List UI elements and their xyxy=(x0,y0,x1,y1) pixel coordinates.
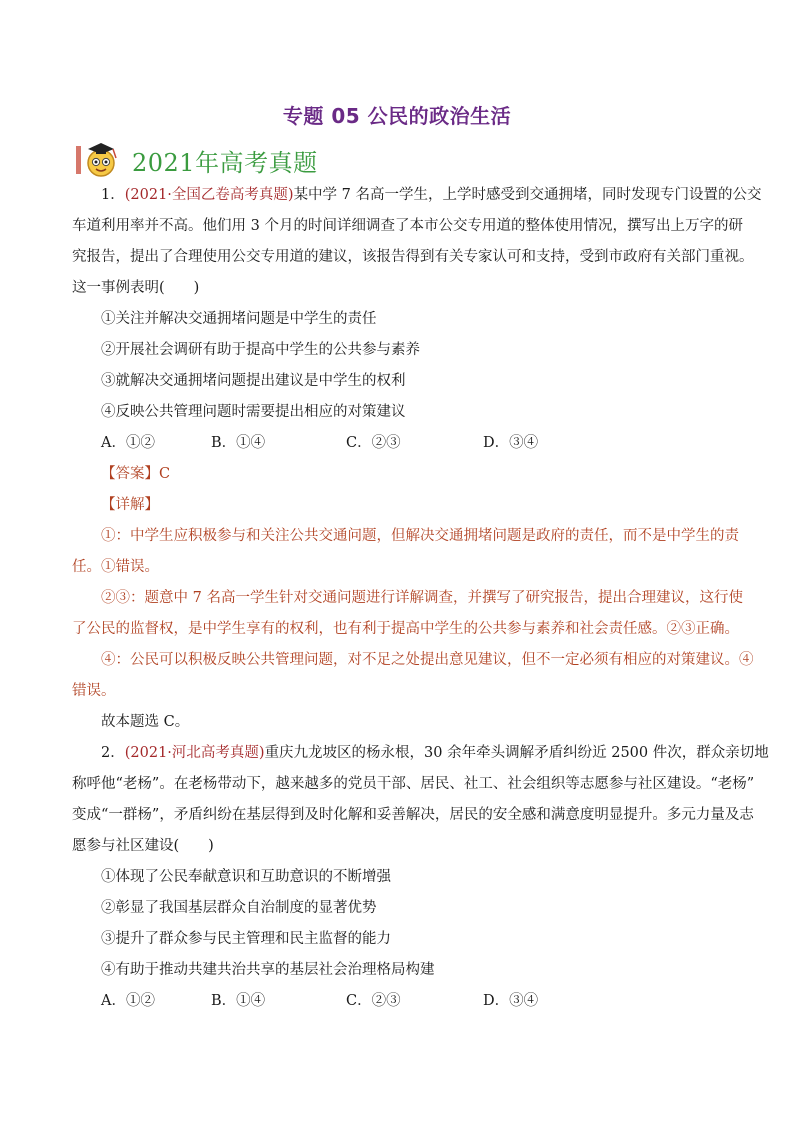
q1-option-a: A．①② xyxy=(101,435,155,451)
answer-label: 【答案】 xyxy=(101,466,159,482)
q2-option-b: B．①④ xyxy=(211,993,266,1009)
q2-stem-text: 重庆九龙坡区的杨永根，30 余年牵头调解矛盾纠纷近 2500 件次，群众亲切地 xyxy=(264,745,769,761)
q1-options xyxy=(72,428,732,459)
q1-stem-line-2: 车道利用率并不高。他们用 3 个月的时间详细调查了本市公交专用道的整体使用情况，撰写出上万字的研 xyxy=(72,218,743,234)
q2-stem-line-2: 称呼他“老杨”。在老杨带动下，越来越多的党员干部、居民、社工、社会组织等志愿参与社区建设。“老杨” xyxy=(72,776,755,792)
q1-source: (2021·全国乙卷高考真题) xyxy=(124,187,294,203)
q2-stem-line-1 xyxy=(72,738,769,769)
q1-explanation-1-line-2: 任。①错误。 xyxy=(72,559,159,575)
q1-stem-line-3: 究报告，提出了合理使用公交专用道的建议，该报告得到有关专家认可和支持，受到市政府有关部门重视。 xyxy=(72,249,754,265)
q1-item-2: ②开展社会调研有助于提高中学生的公共参与素养 xyxy=(101,342,420,358)
q2-stem-line-3: 变成“一群杨”，矛盾纠纷在基层得到及时化解和妥善解决，居民的安全感和满意度明显提升。多元力量及志 xyxy=(72,807,754,823)
q2-number: 2． xyxy=(101,745,125,761)
q2-stem-line-4: 愿参与社区建设( ) xyxy=(72,838,214,854)
q2-item-3: ③提升了群众参与民主管理和民主监督的能力 xyxy=(101,931,391,947)
q2-item-1: ①体现了公民奉献意识和互助意识的不断增强 xyxy=(101,869,391,885)
q1-option-d: D．③④ xyxy=(483,435,539,451)
q1-explanation-2-line-2: 了公民的监督权，是中学生享有的权利，也有利于提高中学生的公共参与素养和社会责任感。②③正确。 xyxy=(72,621,739,637)
q1-item-1: ①关注并解决交通拥堵问题是中学生的责任 xyxy=(101,311,377,327)
q2-option-c: C．②③ xyxy=(346,993,401,1009)
q2-item-2: ②彰显了我国基层群众自治制度的显著优势 xyxy=(101,900,377,916)
q1-explanation-2-line-1: ②③：题意中 7 名高一学生针对交通问题进行详解调查，并撰写了研究报告，提出合理建议，这行使 xyxy=(101,590,743,606)
q2-source: (2021·河北高考真题) xyxy=(124,745,265,761)
detail-label: 【详解】 xyxy=(101,497,159,513)
q1-option-b: B．①④ xyxy=(211,435,266,451)
section-header xyxy=(74,140,318,180)
q1-answer xyxy=(72,459,732,490)
q1-conclusion: 故本题选 C。 xyxy=(101,714,190,730)
q2-options xyxy=(72,986,732,1017)
q1-option-c: C．②③ xyxy=(346,435,401,451)
question-content xyxy=(72,180,769,1017)
q2-option-a: A．①② xyxy=(101,993,155,1009)
q1-stem-line-1 xyxy=(72,180,762,211)
q1-explanation-1-line-1: ①：中学生应积极参与和关注公共交通问题，但解决交通拥堵问题是政府的责任，而不是中学生的责 xyxy=(101,528,739,544)
q1-explanation-3-line-1: ④：公民可以积极反映公共管理问题，对不足之处提出意见建议，但不一定必须有相应的对策建议。④ xyxy=(101,652,754,668)
answer-value: C xyxy=(159,466,171,482)
q1-stem-text: 某中学 7 名高一学生，上学时感受到交通拥堵，同时发现专门设置的公交 xyxy=(293,187,762,203)
page-title: 专题 05 公民的政治生活 xyxy=(282,104,512,128)
q1-item-3: ③就解决交通拥堵问题提出建议是中学生的权利 xyxy=(101,373,406,389)
section-label: 2021年高考真题 xyxy=(132,148,318,177)
scholar-mascot-icon xyxy=(74,140,124,180)
q2-item-4: ④有助于推动共建共治共享的基层社会治理格局构建 xyxy=(101,962,435,978)
q1-explanation-3-line-2: 错误。 xyxy=(72,683,116,699)
q1-item-4: ④反映公共管理问题时需要提出相应的对策建议 xyxy=(101,404,406,420)
q2-option-d: D．③④ xyxy=(483,993,539,1009)
q1-number: 1． xyxy=(101,187,125,203)
q1-stem-line-4: 这一事例表明( ) xyxy=(72,280,200,296)
